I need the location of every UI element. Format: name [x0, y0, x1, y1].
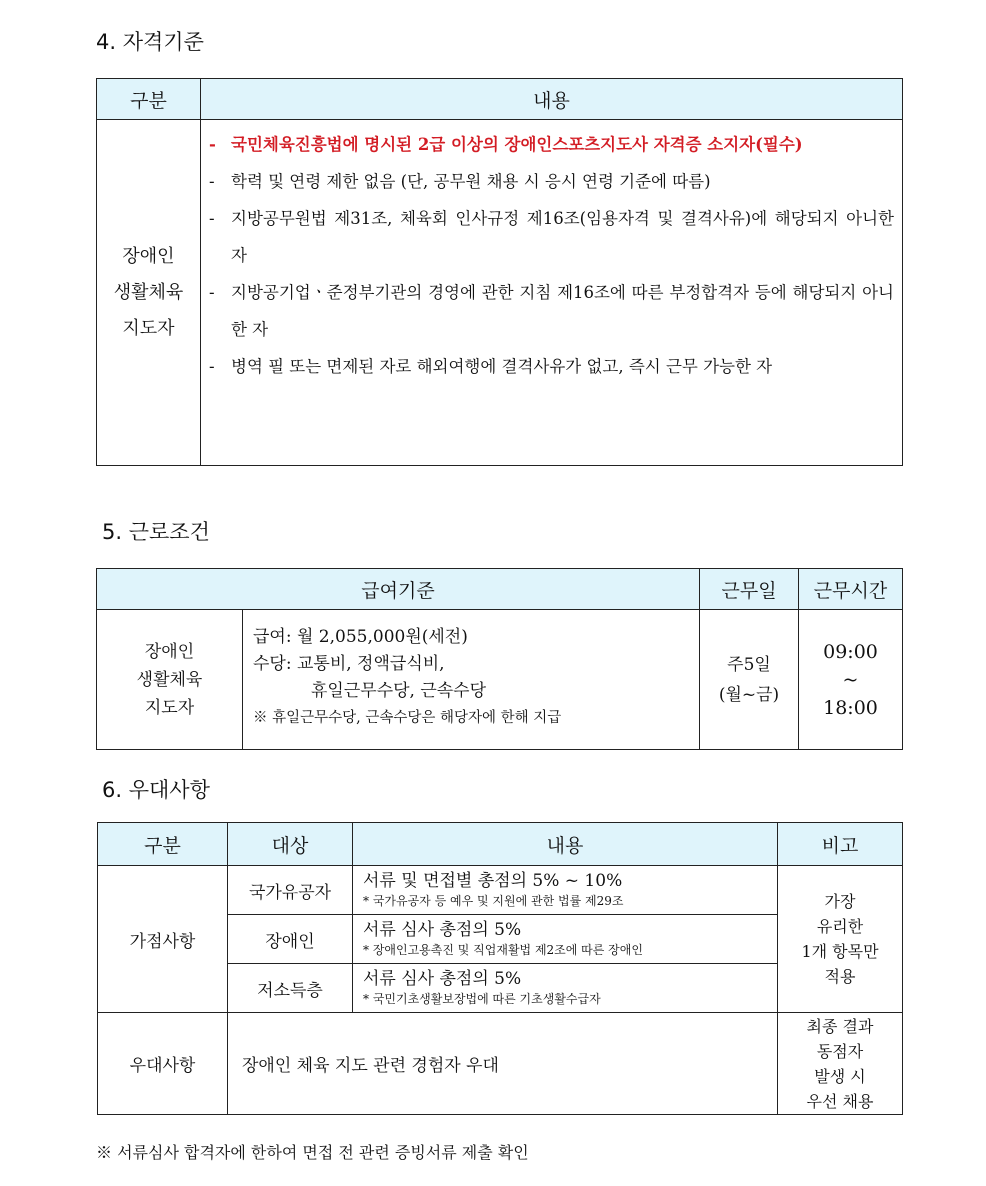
category-cell [97, 120, 201, 466]
preference-table [97, 822, 903, 1115]
bonus-target: 장애인 [228, 915, 353, 964]
pay-cell [243, 610, 700, 750]
col-content-header: 내용 [201, 79, 903, 120]
qualification-table [96, 78, 903, 466]
bonus-content: 서류 심사 총점의 5% * 장애인고용촉진 및 직업재활법 제2조에 따른 장애인 [353, 915, 778, 964]
col-target-header: 대상 [228, 823, 353, 866]
qualification-list [201, 120, 903, 466]
bonus-target: 국가유공자 [228, 866, 353, 915]
col-days-header: 근무일 [700, 569, 799, 610]
workdays-cell: 주5일 (월~금) [700, 610, 799, 750]
bonus-remark: 가장 유리한 1개 항목만 적용 [778, 866, 903, 1013]
qualification-item: - 국민체육진흥법에 명시된 2급 이상의 장애인스포츠지도사 자격증 소지자(필수) [209, 135, 803, 154]
category-line: 장애인 [122, 245, 175, 267]
qualification-item: - 지방공무원법 제31조, 체육회 인사규정 제16조(임용자격 및 결격사유)에 해당되지 아니한 자 [209, 209, 894, 265]
bonus-content: 서류 심사 총점의 5% * 국민기초생활보장법에 따른 기초생활수급자 [353, 964, 778, 1013]
col-hours-header: 근무시간 [799, 569, 903, 610]
preference-content: 장애인 체육 지도 관련 경험자 우대 [228, 1013, 778, 1115]
pay-line: 급여: 월 2,055,000원(세전) [253, 627, 468, 647]
qualification-item: - 병역 필 또는 면제된 자로 해외여행에 결격사유가 없고, 즉시 근무 가능한 자 [209, 357, 773, 376]
category-line: 생활체육 [113, 281, 184, 303]
pay-line: 휴일근무수당, 근속수당 [311, 681, 487, 701]
workhours-cell: 09:00 ~ 18:00 [799, 610, 903, 750]
qualification-item: - 학력 및 연령 제한 없음 (단, 공무원 채용 시 응시 연령 기준에 따름) [209, 172, 711, 191]
col-content-header: 내용 [353, 823, 778, 866]
qualification-item: - 지방공기업ㆍ준정부기관의 경영에 관한 지침 제16조에 따른 부정합격자 등에 해당되지 아니한 자 [209, 283, 894, 339]
section4-heading: 4. 자격기준 [96, 30, 204, 54]
col-category-header: 구분 [98, 823, 228, 866]
section5-heading: 5. 근로조건 [102, 520, 210, 544]
col-category-header: 구분 [97, 79, 201, 120]
preference-category: 우대사항 [98, 1013, 228, 1115]
working-conditions-table [96, 568, 903, 750]
section6-heading: 6. 우대사항 [102, 778, 210, 802]
category-line: 지도자 [122, 317, 175, 339]
bonus-target: 저소득층 [228, 964, 353, 1013]
category-cell: 장애인 생활체육 지도자 [97, 610, 243, 750]
col-pay-header: 급여기준 [97, 569, 700, 610]
pay-note: ※ 휴일근무수당, 근속수당은 해당자에 한해 지급 [253, 710, 562, 726]
col-remark-header: 비고 [778, 823, 903, 866]
pay-line: 수당: 교통비, 정액급식비, [253, 654, 445, 674]
footnote: ※ 서류심사 합격자에 한하여 면접 전 관련 증빙서류 제출 확인 [96, 1143, 529, 1162]
preference-remark: 최종 결과 동점자 발생 시 우선 채용 [778, 1013, 903, 1115]
bonus-category: 가점사항 [98, 866, 228, 1013]
bonus-content: 서류 및 면접별 총점의 5% ~ 10% * 국가유공자 등 예우 및 지원에 관한 법률 제29조 [353, 866, 778, 915]
